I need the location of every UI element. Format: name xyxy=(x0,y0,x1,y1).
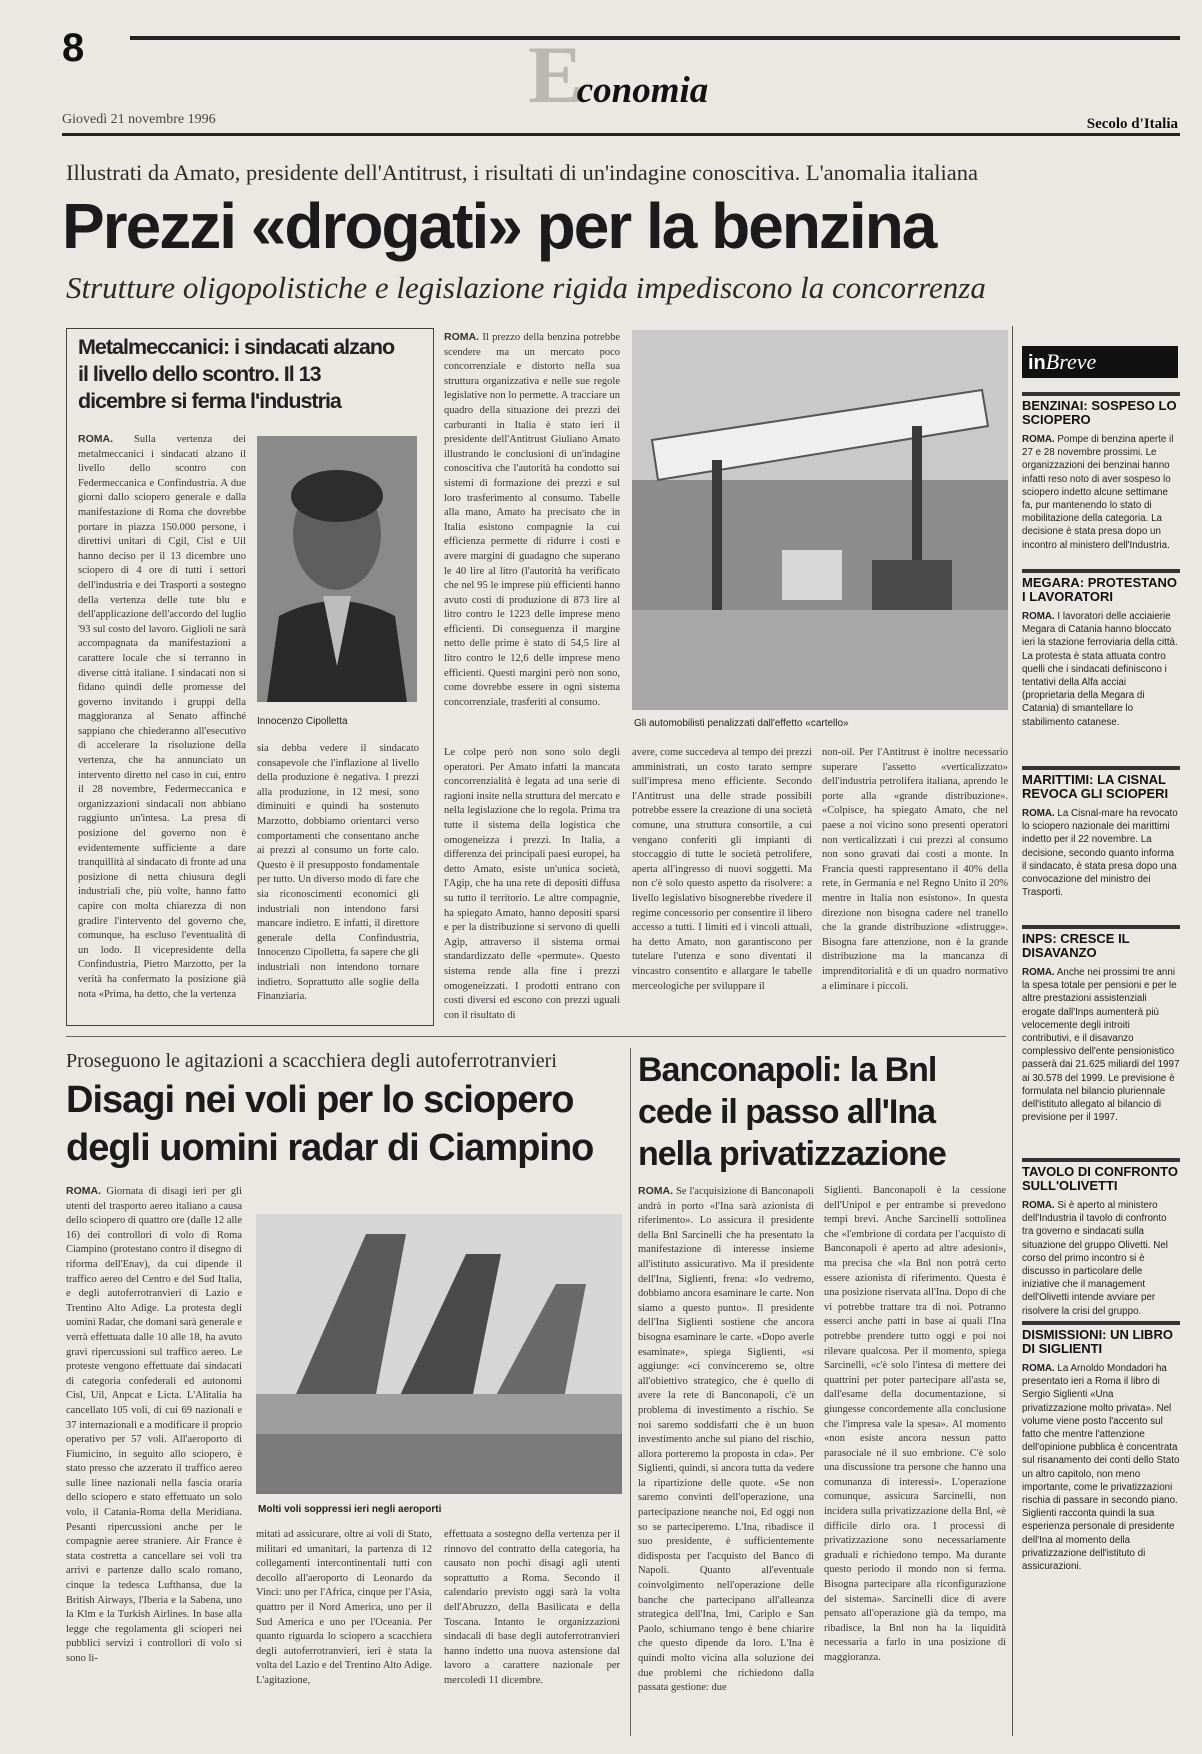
banconapoli-col1 xyxy=(638,1184,814,1736)
cipolletta-photo xyxy=(257,436,417,702)
main-col4 xyxy=(822,746,1008,1024)
in-breve-title: DISMISSIONI: UN LIBRO DI SIGLIENTI xyxy=(1022,1327,1173,1356)
in-breve-item xyxy=(1022,1321,1180,1618)
main-kicker: Illustrati da Amato, presidente dell'Antitrust, i risultati di un'indagine conoscitiva. L'anomalia italiana xyxy=(66,160,978,185)
in-breve-title: BENZINAI: SOSPESO LO SCIOPERO xyxy=(1022,398,1177,427)
in-breve-item xyxy=(1022,569,1180,754)
main-headline: Prezzi «drogati» per la benzina xyxy=(62,190,936,262)
in-breve-body: La Arnoldo Mondadori ha presentato ieri a Roma il libro di Sergio Siglienti «Una privatizzazione molto privata». Nel volume viene posto l'accento sul fatto che mentre l'attenzione dell'opinione pubblica è concentrata sul risanamento dei conti dello Stato un altro capitolo, non meno importante, come le privatizzazioni rischia di passare in secondo piano. Siglienti racconta quindi la sua esperienza personale di presidente dell'Ina al momento della privatizzazione dell'istituto di assicurazioni. xyxy=(1022,1363,1180,1573)
in-breve-item xyxy=(1022,925,1180,1146)
in-breve-text xyxy=(1022,433,1180,552)
in-breve-body: Pompe di benzina aperte il 27 e 28 novembre prossimi. Le organizzazioni dei benzinai hanno infatti reso noto di aver sospeso lo sciopero indetto alcune settimane fa, pur mantenendo lo stato di mobilitazione della categoria. La decisione è stata presa dopo un incontro al ministero dell'Industria. xyxy=(1022,434,1174,551)
main-text-1: Il prezzo della benzina potrebbe scendere ma un mercato poco concorrenziale e distorto nella sua struttura organizzativa e nelle sue regole legislative non lo permette. A tracciare un quadro della situazione dei prezzi dei carburanti in Italia è stato ieri il presidente dell'Antitrust Giuliano Amato illustrando le conclusioni di un'indagine conoscitiva che l'autorità ha condotto sui sistemi di formazione dei prezzi e sul loro trasferimento al consumo. Tabelle alla mano, Amato ha precisato che in Italia esistono compagnie la cui efficienza permette di ridurre i costi e avere margini di guadagno che superano le 40 lire al litro (l'autorità ha verificato che nel 95 le imprese più efficienti hanno avuto costi di produzione di 873 lire al litro contro le 1223 delle imprese meno efficienti. Di conseguenza il margine netto delle prime è stato di 54,5 lire al litro contro le 12,6 delle imprese meno efficienti. Questi margini però non sono, come dovrebbe essere in ogni sistema concorrenziale, trasferiti al consumo. xyxy=(444,332,621,708)
in-breve-body: Si è aperto al ministero dell'Industria il tavolo di confronto tra governo e sindacati sulla situazione del gruppo Olivetti. Nel corso del primo incontro si è discusso in particolare delle iniziative che il management dell'Olivetti intende avviare per risolvere la crisi del gruppo. xyxy=(1022,1200,1168,1317)
main-col3 xyxy=(632,746,812,1024)
ciampino-text-3: effettuata a sostegno della vertenza per il rinnovo del contratto della categoria, ha causato non pochi disagi agli utenti soprattutto a Roma. Secondo il calendario previsto oggi sarà la volta dell'Abruzzo, della Basilicata e della Toscana. Intanto le organizzazioni sindacali di base degli autoferrotranvieri hanno indetto una nuova astensione dal lavoro a carattere nazionale per mercoledì 11 dicembre. xyxy=(444,1529,620,1686)
page-number: 8 xyxy=(62,26,85,70)
section-initial: E xyxy=(528,29,583,120)
in-breve-item xyxy=(1022,1158,1180,1317)
ciampino-col2 xyxy=(256,1528,432,1736)
metalmeccanici-text-1: Sulla vertenza dei metalmeccanici i sindacati alzano il livello dello scontro con Federmeccanica e Confindustria. A due giorni dallo sciopero generale e dalla manifestazione di Roma che dovrebbe portare in piazza 150.000 persone, i direttivi unitari di Cgil, Cisl e Uil hanno deciso per il 13 dicembre uno sciopero di 4 ore di tutti i settori dell'industria e dei Trasporti a sostegno della vertenza delle tute blu e dell'applicazione dell'accordo del luglio '93 sul costo del lavoro. Giglioli ne sarà accompagnata da manifestazioni a carattere locale che si terranno in diverse città italiane. I sindacati non si fidano quindi delle promesse del governo invitando i gruppi della maggioranza al Senato affinché sappiano che chiederanno all'esecutivo di accelerare la risoluzione della vertenza, che ha annunciato un intervento diretto nel caso in cui, entro il 28 novembre, Federmeccanica e organizzazioni sindacali non abbiano raggiunto un'intesa. La presa di posizione del governo non è evidentemente sufficiente a dare tranquillità al sindacato di fronte ad una posizione di netta chiusura degli industriali che, più volte, hanno fatto capire con molta chiarezza di non gradire l'intervento del governo che, comunque, ha escluso l'eventualità di un lodo. Il vicepresidente della Confindustria, Pietro Marzotto, per la verità ha confermato la posizione già nota «Prima, ha detto, che la vertenza xyxy=(78,434,247,1000)
dateline: ROMA. xyxy=(444,331,479,343)
in-breve-text xyxy=(1022,1362,1180,1573)
ciampino-kicker: Proseguono le agitazioni a scacchiera degli autoferrotranvieri xyxy=(66,1050,557,1072)
main-col2 xyxy=(444,746,620,1024)
banconapoli-text-2: Siglienti. Banconapoli è la cessione dell'Unipol e per entrambe si prevedono tempi brevi. Anche Sarcinelli sottolinea che «l'embrione di cordata per l'acquisto di Banconapoli è aperto ad altre adesioni», ma precisa che «la Bnl non potrà certo essere azionista di riferimento. Questa è una posizione riservata all'Ina. Dopo di che vi potrebbe trattare tra di noi. Potranno esserci anche patti in base ai quali l'Ina potrebbe prendere tutto oggi e poi noi rilevare qualcosa. Per il momento, spiega Sarcinelli, «c'è solo l'intesa di mettere dei quattrini per poter partecipare all'asta se, dall'esame della documentazione, si giungesse concordemente alla conclusione che l'impresa vale la spesa». Al momento «non esiste ancora nessun patto parasociale né il suo embrione. C'è solo una discussione tra persone che hanno una comunanza di interessi». L'operazione comunque, assicura Sarcinelli, non incidera sulla privatizzazione della Bnl, «è difficile dirlo ora. I processi di privatizzazione sono necessariamente graduali e richiedono tempo. Ma durante questo periodo il mondo non si ferma. Bisogna partecipare alla riconfigurazione del sistema». Sarcinelli dice di avere pensato all'operazione già da tempo, ma ribadisce, la Bnl non ha la liquidità necessaria a farlo in una posizione di maggioranza. xyxy=(824,1185,1006,1663)
planes-image xyxy=(256,1214,622,1494)
gas-station-caption: Gli automobilisti penalizzati dall'effetto «cartello» xyxy=(634,718,849,729)
dateline: ROMA. xyxy=(1022,967,1055,978)
in-breve-body: I lavoratori delle acciaierie Megara di Catania hanno bloccato ieri la stazione ferroviaria della città. La protesta è stata attuata contro quelli che i sindacati definiscono i tentativi della Alfa acciai (proprietaria della Megara di Catania) di smantellare lo stabilimento catanese. xyxy=(1022,611,1178,728)
in-breve-text xyxy=(1022,1199,1180,1318)
section-separator xyxy=(66,1036,1006,1037)
in-breve-text xyxy=(1022,966,1180,1124)
in-breve-title: INPS: CRESCE IL DISAVANZO xyxy=(1022,931,1130,960)
gas-station-photo xyxy=(632,330,1008,710)
in-breve-title: MARITTIMI: LA CISNAL REVOCA GLI SCIOPERI xyxy=(1022,772,1169,801)
ciampino-headline-2: degli uomini radar di Ciampino xyxy=(66,1127,594,1169)
dateline: ROMA. xyxy=(1022,1200,1055,1211)
dateline: ROMA. xyxy=(1022,808,1055,819)
in-breve-title: TAVOLO DI CONFRONTO SULL'OLIVETTI xyxy=(1022,1164,1178,1193)
ciampino-headline-1: Disagi nei voli per lo sciopero xyxy=(66,1079,574,1121)
banconapoli-headline-2: cede il passo all'Ina xyxy=(638,1093,936,1131)
ciampino-col1 xyxy=(66,1184,242,1736)
in-breve-body: La Cisnal-mare ha revocato lo sciopero nazionale dei marittimi indetto per il 22 novembre. La decisione, secondo quanto informa il sindacato, è stata presa dopo una convocazione del ministro dei Trasporti. xyxy=(1022,808,1178,899)
in-breve-list xyxy=(1022,392,1180,1736)
main-col1 xyxy=(444,330,620,738)
paper-name: Secolo d'Italia xyxy=(1086,116,1178,132)
issue-date: Giovedì 21 novembre 1996 xyxy=(62,112,216,127)
banconapoli-text-1: Se l'acquisizione di Banconapoli andrà in porto «l'Ina sarà azionista di riferimento». Lo assicura il presidente della Bnl Sarcinelli che ha presentato la manifestazione di interesse insieme all'istituto assicurativo. Ma il presidente dell'Ina, Siglienti, frena: «Io vedremo, dobbiamo ancora esaminare le carte. Non siamo a questo punto». Il presidente dell'Ina Siglienti sostiene che ancora bisogna esaminare le carte. «Dopo averle esaminate», spiega Siglienti, «si aggiunge: «ci convinceremo se, oltre all'obiettivo strategico, che è quello di avere la rete di Banconapoli, c'è un problema di investimento a rischio. Se noi saremo soddisfatti che è un buon investimento anche sul piano del rischio, allora porteremo la proposta in cda». Per Siglienti, quindi, si ancora tutta da vedere la ripartizione delle quote. «Se non saremo convinti dell'operazione, una partecipazione neanche noi, Ed oggi non so se parteciperemo. L'Ina, ribadisce il suo presidente, è sufficientemente didisposta per l'acquisto del Banco di Napoli. Quanto all'eventuale coinvolgimento nell'operazione delle banche che partecipano all'alleanza strategica dell'Ina, Imi, Cariplo e San Paolo, schiumano tengo è bene chiarire che questo dipende da loro. L'Ina è quindi molto vicina alla soluzione dei due problemi che richiedono dalla passata gestione: due xyxy=(638,1186,815,1694)
cipolletta-caption: Innocenzo Cipolletta xyxy=(257,716,348,727)
header-rule-bottom xyxy=(62,133,1180,136)
ciampino-col3 xyxy=(444,1528,620,1736)
banconapoli-headline-3: nella privatizzazione xyxy=(638,1135,946,1173)
metalmeccanici-col2 xyxy=(257,742,419,1014)
section-title xyxy=(528,29,709,120)
in-breve-title: MEGARA: PROTESTANO I LAVORATORI xyxy=(1022,575,1178,604)
main-text-3: avere, come succedeva al tempo dei prezzi amministrati, un costo tarato sempre sull'impresa meno efficiente. Secondo l'Antitrust una delle strade possibili potrebbe essere la creazione di una società comune, una struttura consortile, a cui vengano conferiti gli impianti di stoccaggio di tutte le società petrolifere, aperta all'ingresso di nuovi soggetti. Ma non c'è solo questo aspetto da risolvere: a livello legislativo bisognerebbe rivedere il regime concessorio per consentire il libero accesso a tutti. I limiti ed i vincoli attuali, ha detto Amato, non garantiscono per tutelare l'utenza e sono diventati il vincastro consentito e allargare le tabelle merceologiche per sviluppare il xyxy=(632,747,812,992)
planes-photo xyxy=(256,1214,622,1494)
metalmeccanici-text-2: sia debba vedere il sindacato consapevole che l'inflazione al livello della produzione è negativa. I prezzi alla produzione, in 12 mesi, sono diminuiti e quindi ha sostenuto Marzotto, dobbiamo orientarci verso comportamenti che consentano anche ai prezzi al consumo un forte calo. Questo è il presupposto fondamentale per tutto. Un diverso modo di fare che sia riconoscimenti economici gli industriali non intendono farsi mancare indietro. E infatti, il direttore generale della Confindustria, Innocenzo Cipolletta, fa sapere che gli industriali non intendono tornare indietro. Soprattutto alle soglie della Finanziaria. xyxy=(257,743,419,1003)
main-subheadline: Strutture oligopolistiche e legislazione rigida impediscono la concorrenza xyxy=(66,270,986,305)
dateline: ROMA. xyxy=(66,1185,101,1197)
main-text-2: Le colpe però non sono solo degli operatori. Per Amato infatti la mancata concorrenzialità è legata ad una serie di ragioni insite nella struttura del mercato e nella legislazione che lo regola. Prima tra tutte il sistema della logistica che omogeneizza i prezzi. In Italia, a differenza dei principali paesi europei, ha detto Amato, esiste un'unica società, l'Agip, che ha una rete di depositi diffusa su tutto il territorio. Le altre compagnie, ha spiegato Amato, hanno depositi sparsi e per la distribuzione si servono di quelli Agip, attraverso il sistema ormai standardizzato delle «permute». Questo sistema rende alla fine i prezzi omogeneizzati. I prodotti entrano con costi diversi ed escono con prezzi uguali con il risultato di xyxy=(444,747,620,1021)
in-breve-text xyxy=(1022,610,1180,729)
in-breve-breve: Breve xyxy=(1045,349,1097,374)
dateline: ROMA. xyxy=(638,1185,673,1197)
dateline: ROMA. xyxy=(1022,1363,1055,1374)
gas-station-image xyxy=(632,330,1008,710)
banconapoli-headline-1: Banconapoli: la Bnl xyxy=(638,1051,937,1089)
planes-caption: Molti voli soppressi ieri negli aeroporti xyxy=(258,1504,442,1515)
banconapoli-col2 xyxy=(824,1184,1006,1736)
dateline: ROMA. xyxy=(78,433,113,445)
in-breve-label xyxy=(1022,346,1178,378)
sidebar-divider xyxy=(1012,326,1013,1736)
in-breve-body: Anche nei prossimi tre anni la spesa totale per pensioni e per le altre prestazioni assistenziali erogate dall'Inps aumenterà più velocemente degli introiti contributivi, e il disavanzo complessivo dell'ente pensionistico passerà dai 21.625 miliardi del 1997 ai 30.578 del 1999. Le previsione è formulata nel bilancio pluriennale dell'istituto allegato al bilancio di previsione per il 1997. xyxy=(1022,967,1180,1124)
in-breve-item xyxy=(1022,392,1180,557)
section-name: conomia xyxy=(576,70,709,111)
dateline: ROMA. xyxy=(1022,611,1055,622)
in-breve-in: in xyxy=(1028,352,1046,374)
dateline: ROMA. xyxy=(1022,434,1055,445)
metalmeccanici-col1 xyxy=(78,432,246,1014)
ciampino-text-2: mitati ad assicurare, oltre ai voli di Stato, militari ed umanitari, la partenza di 12 collegamenti intercontinentali tutti con decollo all'aeroporto di Leonardo da Vinci: uno per l'Africa, cinque per l'Asia, quattro per il Nord America, uno per il Sud America e uno per l'Oceania. Per quanto riguarda lo sciopero a scacchiera degli autoferrotranvieri, ieri è stata la volta del Lazio e del Trentino Alto Adige. L'agitazione, xyxy=(256,1529,432,1686)
in-breve-text xyxy=(1022,807,1180,899)
metalmeccanici-headline: Metalmeccanici: i sindacati alzano il livello dello scontro. Il 13 dicembre si ferma l'industria xyxy=(78,335,395,413)
portrait-image xyxy=(257,436,417,702)
banconapoli-divider xyxy=(630,1048,631,1736)
in-breve-item xyxy=(1022,766,1180,913)
main-text-4: non-oil. Per l'Antitrust è inoltre necessario superare l'assetto «verticalizzato» dell'industria petrolifera italiana, aprendo le porte alla «grande distribuzione». «Colpisce, ha spiegato Amato, che nel paese a noi vicino sono presenti operatori non verticalizzati i cui prezzi al consumo non sono gravati dai costi a monte. In Francia questi rappresentano il 40% della rete, in Germania e nel Regno Unito il 20% mentre in Italia non esistono». In questa direzione non bisogna cadere nel tranello che la grande distribuzione «distrugge». Bisogna fare attenzione, non è la grande distribuzione ma la mancanza di imprenditorialità e di un quadro normativo a eliminare i piccoli. xyxy=(822,747,1008,992)
ciampino-text-1: Giornata di disagi ieri per gli utenti del trasporto aereo italiano a causa dello sciopero di quattro ore (dalle 12 alle 16) dei controllori di volo di Roma Ciampino (protestano contro il disegno di riforma dell'Enav), da cui dipende il traffico aereo del Centro e del Sud Italia, e degli autoferrotranvieri di Lazio e Trentino Alto Adige. La protesta degli uomini Radar, che domani sarà generale e verrà effettuata dalle 10 alle 18, ha avuto gravi ripercussioni sul traffico aereo. Le proteste vengono effettuate dai sindacati di categoria confederali ed autonomi Cisl, Uil, Anpcat e Licta. L'Alitalia ha cancellato 105 voli, di cui 69 nazionali e 37 internazionali e a modificare il proprio operativo per 57 voli. All'aeroporto di Fiumicino, in seguito allo sciopero, è stato presso che azzerato il traffico aereo sulle linee nazionali nella fascia oraria dello sciopero e stato effettuato un solo volo, il Catania-Roma della Meridiana. Pesanti ripercussioni anche per le compagnie aeree straniere. Air France è stata costretta a cancellare sei voli tra arrivi e partenze dallo scalo romano, cinque la tedesca Lufthansa, due la British Airways, l'Iberia e la Sabena, uno la Klm e la Turkish Airlines. In base alla legge che regolamenta gli scioperi nei pubblici servizi i controllori di volo si sono li- xyxy=(66,1186,242,1664)
